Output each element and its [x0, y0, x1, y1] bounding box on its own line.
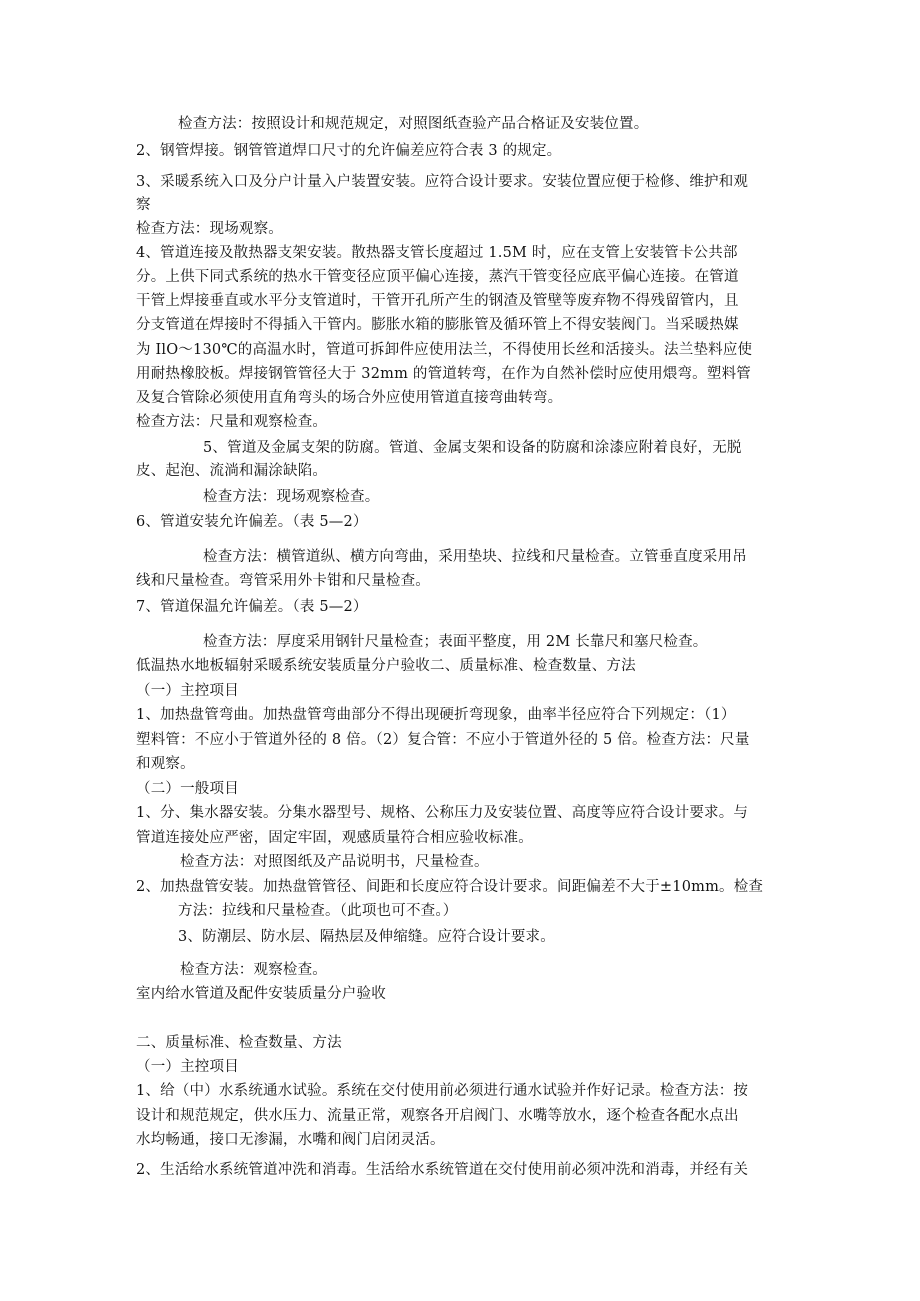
text-line: 室内给水管道及配件安装质量分户验收: [136, 986, 386, 1002]
text-line: 设计和规范规定，供水压力、流量正常，观察各开启阀门、水嘴等放水，逐个检查各配水点出: [136, 1108, 739, 1124]
text-line: 分支管道在焊接时不得插入干管内。膨胀水箱的膨胀管及循环管上不得安装阀门。当采暖热媒: [136, 317, 739, 333]
text-line: （一）主控项目: [136, 1059, 239, 1075]
text-line: 低温热水地板辐射采暖系统安装质量分户验收二、质量标准、检查数量、方法: [136, 658, 636, 674]
text-line: 2、加热盘管安装。加热盘管管径、间距和长度应符合设计要求。间距偏差不大于±10mm。检查: [136, 879, 764, 895]
text-line: 检查方法：现场观察检查。: [203, 489, 380, 505]
text-line: 1、加热盘管弯曲。加热盘管弯曲部分不得出现硬折弯现象，曲率半径应符合下列规定：（1）: [136, 707, 736, 723]
text-line: 1、给（中）水系统通水试验。系统在交付使用前必须进行通水试验并作好记录。检查方法：按: [136, 1083, 749, 1099]
text-line: 2、生活给水系统管道冲洗和消毒。生活给水系统管道在交付使用前必须冲洗和消毒，并经有关: [136, 1162, 749, 1178]
text-line: 干管上焊接垂直或水平分支管道时，干管开孔所产生的钢渣及管壁等废弃物不得残留管内，且: [136, 293, 739, 309]
text-line: 检查方法：横管道纵、横方向弯曲，采用垫块、拉线和尺量检查。立管垂直度采用吊: [203, 549, 747, 565]
text-line: 水均畅通，接口无渗漏，水嘴和阀门启闭灵活。: [136, 1132, 445, 1148]
text-line: 二、质量标准、检查数量、方法: [136, 1035, 342, 1051]
text-line: 皮、起泡、流淌和漏涂缺陷。: [136, 463, 328, 479]
text-line: 4、管道连接及散热器支架安装。散热器支管长度超过 1.5M 时，应在支管上安装管卡公共部: [136, 245, 738, 261]
text-line: 7、管道保温允许偏差。（表 5—2）: [136, 599, 368, 615]
text-line: 检查方法：尺量和观察检查。: [136, 414, 328, 430]
text-line: 用耐热橡胶板。焊接钢管管径大于 32mm 的管道转弯，在作为自然补偿时应使用煨弯。塑料管: [136, 366, 751, 382]
text-line: 为 IlO～130℃的高温水时，管道可拆卸件应使用法兰，不得使用长丝和活接头。法兰垫料应使: [136, 342, 753, 358]
text-line: 1、分、集水器安装。分集水器型号、规格、公称压力及安装位置、高度等应符合设计要求。与: [136, 805, 749, 821]
text-line: 5、管道及金属支架的防腐。管道、金属支架和设备的防腐和涂漆应附着良好，无脱: [203, 440, 742, 456]
text-line: 管道连接处应严密，固定牢固，观感质量符合相应验收标准。: [136, 830, 533, 846]
text-line: 3、防潮层、防水层、隔热层及伸缩缝。应符合设计要求。: [178, 929, 555, 945]
text-line: 检查方法：观察检查。: [180, 962, 327, 978]
text-line: 分。上供下同式系统的热水干管变径应顶平偏心连接，蒸汽干管变径应底平偏心连接。在管道: [136, 269, 739, 285]
text-line: 检查方法：按照设计和规范规定，对照图纸查验产品合格证及安装位置。: [178, 116, 649, 132]
text-line: 检查方法：现场观察。: [136, 221, 283, 237]
text-line: 6、管道安装允许偏差。（表 5—2）: [136, 514, 368, 530]
text-line: 及复合管除必须使用直角弯头的场合外应使用管道直接弯曲转弯。: [136, 390, 563, 406]
text-line: （一）主控项目: [136, 683, 239, 699]
text-line: （二）一般项目: [136, 781, 239, 797]
text-line: 察: [136, 197, 151, 213]
text-line: 和观察。: [136, 756, 195, 772]
text-line: 线和尺量检查。弯管采用外卡钳和尺量检查。: [136, 573, 430, 589]
text-line: 3、采暖系统入口及分户计量入户装置安装。应符合设计要求。安装位置应便于检修、维护和观: [136, 174, 749, 190]
text-line: 2、钢管焊接。钢管管道焊口尺寸的允许偏差应符合表 3 的规定。: [136, 143, 562, 159]
text-line: 检查方法：厚度采用钢针尺量检查；表面平整度，用 2M 长靠尺和塞尺检查。: [203, 634, 708, 650]
text-line: 塑料管：不应小于管道外径的 8 倍。（2）复合管：不应小于管道外径的 5 倍。检查方法：尺量: [136, 732, 750, 748]
text-line: 检查方法：对照图纸及产品说明书，尺量检查。: [180, 854, 489, 870]
text-line: 方法：拉线和尺量检查。（此项也可不查。）: [178, 903, 458, 919]
